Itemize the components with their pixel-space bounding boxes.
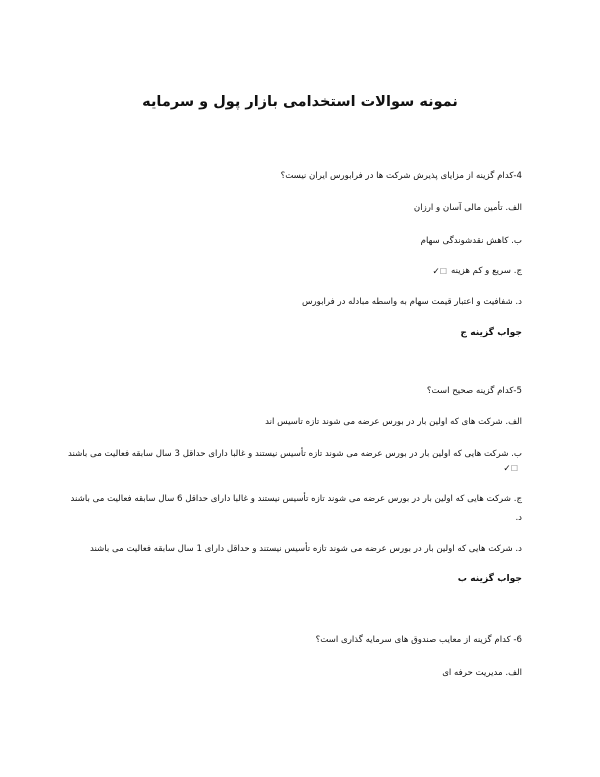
q4-option-d: د. شفافیت و اعتبار قیمت سهام به واسطه مبادله در فرابورس — [302, 297, 522, 307]
q5-option-d-label: د. — [515, 513, 522, 523]
question-4: 4-کدام گزینه از مزایای پذیرش شرکت ها در فرابورس ایران نیست؟ — [280, 171, 522, 181]
q5-option-b: ب. شرکت هایی که اولین بار در بورس عرضه می شوند تازه تأسیس نیستند و غالبا دارای حداقل 3 سال سابقه فعالیت می باشند — [68, 449, 522, 459]
q5-option-a: الف. شرکت های که اولین بار در بورس عرضه می شوند تازه تاسیس اند — [265, 417, 522, 427]
question-5: 5-کدام گزینه صحیح است؟ — [426, 386, 522, 396]
check-mark-icon — [503, 463, 519, 475]
q5-option-d: د. شرکت هایی که اولین بار در بورس عرضه می شوند تازه تأسیس نیستند و حداقل دارای 1 سال سابقه فعالیت می باشند — [89, 544, 522, 554]
q5-option-b-mark-row — [72, 462, 522, 475]
document-title: نمونه سوالات استخدامی بازار پول و سرمایه — [142, 94, 458, 110]
checkbox-icon: ☐ — [510, 464, 518, 473]
q4-option-b: ب. کاهش نقدشوندگی سهام — [420, 236, 522, 246]
checkbox-icon: ☐ — [439, 267, 448, 276]
q6-option-a: الف. مدیریت حرفه ای — [442, 668, 522, 678]
q4-option-c-row — [72, 265, 522, 278]
check-mark-icon — [432, 266, 448, 278]
q4-option-a: الف. تأمین مالی آسان و ارزان — [413, 203, 522, 213]
checkmark-icon: ✓ — [432, 267, 440, 277]
q5-answer: جواب گزینه ب — [457, 573, 522, 584]
q5-option-c: ج. شرکت هایی که اولین بار در بورس عرضه می شوند تازه تأسیس نیستند و غالبا دارای حداقل 6 سال سابقه فعالیت می باشند — [70, 494, 522, 504]
q4-answer: جواب گزینه ج — [460, 327, 522, 338]
checkmark-icon: ✓ — [503, 464, 511, 474]
q4-option-c: ج. سریع و کم هزینه — [451, 266, 522, 276]
question-6: 6- کدام گزینه از معایب صندوق های سرمایه گذاری است؟ — [315, 635, 522, 645]
